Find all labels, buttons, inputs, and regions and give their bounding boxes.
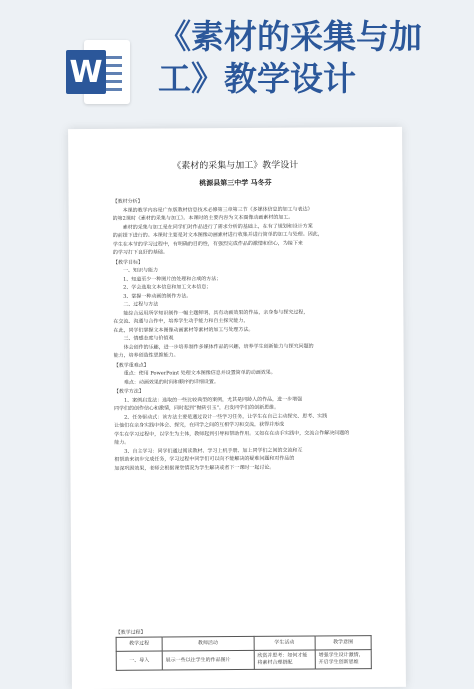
paragraph-line: 学生在学习过程中，以学生为主体，教师起到引导和帮助作用。又如在在动手实践中，交流合作解决问题的 <box>114 429 350 438</box>
paragraph-line: 让他们在亲身实践中体会、探究，在同学之间的互相学习和交流，获得并形成 <box>114 421 285 429</box>
table-header-cell: 学生活动 <box>254 636 315 650</box>
table-cell: 增强学生设计激情，开启学生创新思维 <box>315 650 371 669</box>
document-title: 《素材的采集与加工》教学设计 <box>172 160 299 172</box>
paragraph-line: 3、自主学习：同学们通过阅读教材、学习上机手册、加上同学们之间的交流和互 <box>124 447 303 455</box>
section-heading: 【教学目标】 <box>112 259 144 266</box>
banner-title <box>158 16 458 100</box>
paragraph-line: 在此，同学们掌握文本图像动画素材等素材的加工与处理方法。 <box>113 326 254 334</box>
banner-title-line1: 《素材的采集与加 <box>158 17 422 56</box>
banner <box>0 0 474 110</box>
paragraph-line: 一、知识与能力 <box>123 267 159 274</box>
paragraph-line: 能综合运用所学知识制作一幅主题鲜明、具有动画效果的作品，亲身参与探究过程， <box>123 308 309 317</box>
document-page <box>68 127 406 689</box>
paragraph-line: 1、案例启发法：选取的一些比较典型的案例，尤其是同龄人的作品，进一步增强 <box>123 396 303 404</box>
paragraph-line: 难点：动画效果的时间和顺序的详细设置。 <box>123 378 219 386</box>
paragraph-line: 2、学会选取文本信息和加工文本信息； <box>123 284 212 291</box>
paragraph-line: 同学们的创作信心和激情，同时起到“抛砖引玉”，启发同学们的创新思维。 <box>113 404 280 412</box>
table-cell: 展示一些以往学生的作品图片 <box>162 650 254 670</box>
section-heading: 【教材分析】 <box>112 198 143 205</box>
paragraph-line: 的第2课时《素材的采集与加工》。本课时的主要内容为文本图像动画素材的加工。 <box>112 214 294 222</box>
paragraph-line: 的前提下进行的。本课时主要是对文本图像动画素材进行收集并进行简单的加工与处理。因此， <box>112 231 323 239</box>
section-heading: 【教学方法】 <box>113 388 144 395</box>
paragraph-line: 本课的教学内容是广东版教材信息技术必修第三章第三节《多媒体信息的加工与表达》 <box>122 205 313 214</box>
paragraph-line: 1、知道至少一种图片的处理和合成的方法； <box>123 275 222 283</box>
table-header-cell: 教师活动 <box>162 636 254 651</box>
paragraph-line: 学生在本节的学习过程中，有明确的目的性，有强烈完成作品的激情和信心，为接下来 <box>112 240 303 248</box>
paragraph-line: 2、任务驱动式：该方法主要是通过设计一些学习任务，让学生在自己主动探究、思考、实践 <box>124 412 328 421</box>
paragraph-line: 重点：使用 PowerPoint 处理文本图像信息并设置简单的动画效果。 <box>123 369 276 377</box>
word-document-icon <box>66 36 132 110</box>
table-cell: 一、导入 <box>116 651 162 670</box>
paragraph-line: 相帮助来初步完成任务，学习过程中同学们可以向不能解决的疑难问题和对作品的 <box>114 455 295 463</box>
document-body <box>113 195 371 473</box>
table-header-cell: 教学意图 <box>315 636 371 650</box>
paragraph-line: 在交流、沟通与合作中，培养学生动手能力和自主探究能力， <box>113 317 249 325</box>
table-row <box>116 650 371 671</box>
paragraph-line: 3、掌握一种动画的制作方法。 <box>123 292 192 300</box>
paragraph-line: 能力。 <box>114 439 130 446</box>
paragraph-line: 二、过程与方法 <box>123 301 159 308</box>
paragraph-line: 体会创作的乐趣，进一步培养制作多媒体作品的兴趣，培养学生创新能力与探究问题的 <box>123 342 314 351</box>
document-subtitle: 桃源县第三中学 马冬芬 <box>199 178 272 188</box>
paragraph-line: 的学习打下良好的基础。 <box>112 249 168 256</box>
section-heading: 【教学重难点】 <box>113 362 149 369</box>
paragraph-line: 三、情感态度与价值观 <box>123 335 174 342</box>
teaching-process-table <box>116 635 372 671</box>
paragraph-line: 能力，培养创造性思维能力。 <box>113 352 179 359</box>
paragraph-line: 素材的采集与加工是在同学们对作品进行了需求分析的基础上，在有了规划和设计方案 <box>122 222 313 231</box>
banner-title-line2: 工》教学设计 <box>158 59 356 98</box>
word-badge: W <box>66 50 106 94</box>
paragraph-line: 加深巩固效果，老师会根据课堂情况为学生解决或者下一课时一起讨论。 <box>114 464 275 472</box>
table-cell: 欣赏并思考：如何才能将素材合理搭配 <box>254 650 315 669</box>
table-header-cell: 教学过程 <box>116 637 162 651</box>
table-label: 【教学过程】 <box>115 629 146 636</box>
